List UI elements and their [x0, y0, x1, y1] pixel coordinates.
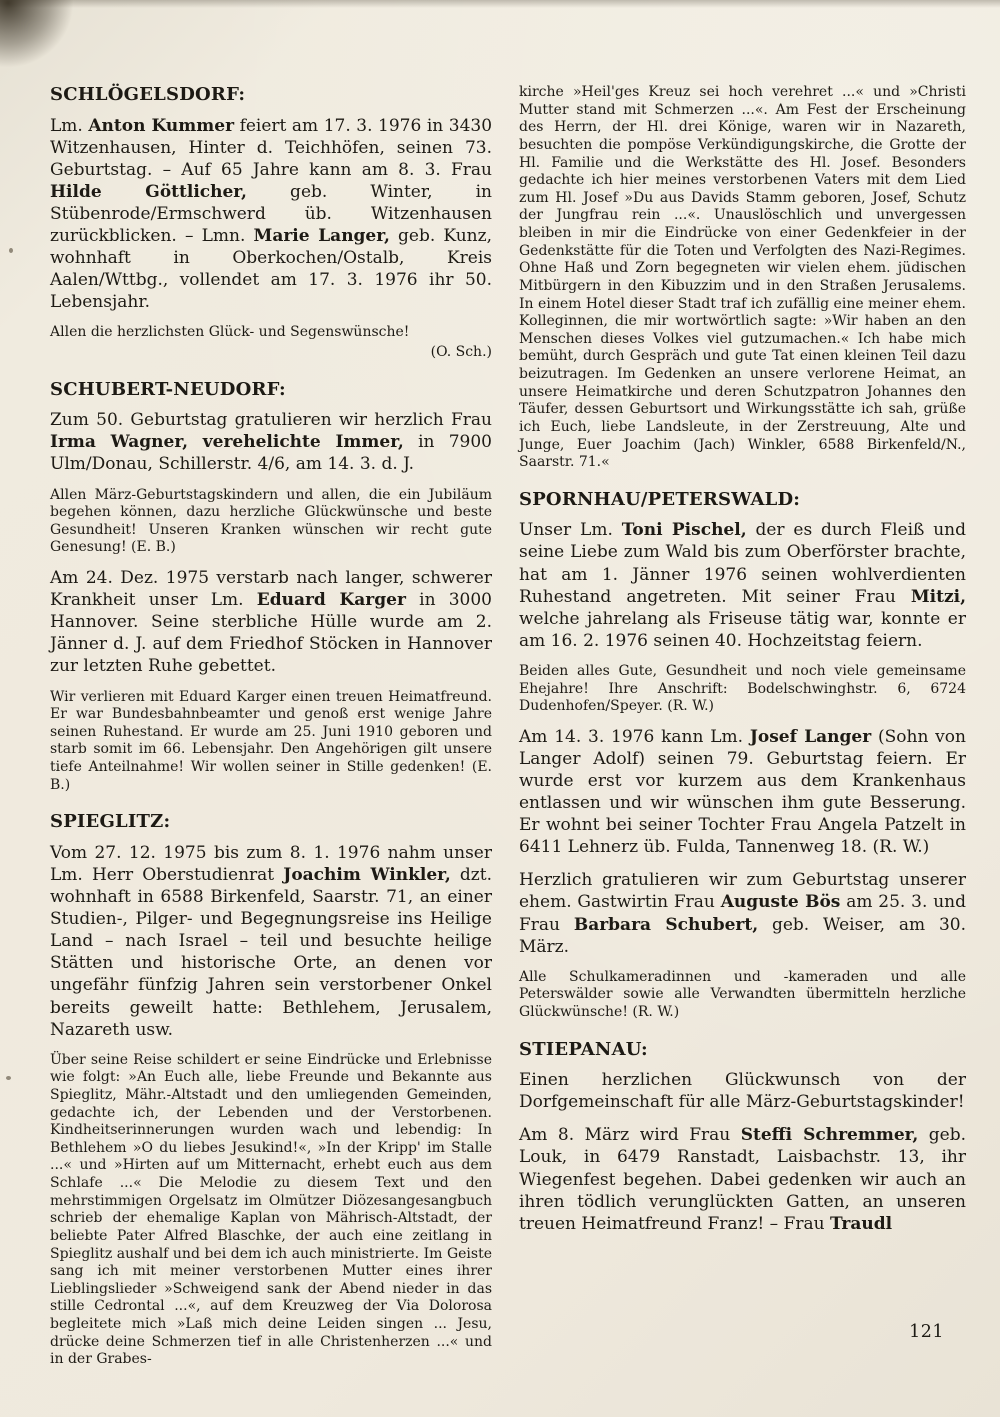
paragraph [519, 969, 966, 1022]
emphasized-name: Joachim Winkler, [283, 864, 451, 885]
section-heading: SPIEGLITZ: [50, 811, 171, 833]
emphasized-name: Mitzi, [910, 586, 966, 607]
text-run: Alle Schulkameradinnen und -kameraden und alle Peterswälder sowie alle Verwandten übermitteln herzliche Glückwünsche! (R. W.) [519, 968, 966, 1020]
section-heading: SCHUBERT-NEUDORF: [50, 378, 286, 400]
paragraph [50, 409, 492, 475]
text-run: (O. Sch.) [430, 344, 492, 361]
text-run: Beiden alles Gute, Gesundheit und noch viele gemeinsame Ehejahre! Ihre Anschrift: Bodelschwinghstr. 6, 6724 Dudenhofen/Speyer. (R. W.) [519, 662, 966, 715]
text-run: kirche »Heil'ges Kreuz sei hoch verehret ...« und »Christi Mutter stand mit Schmerzen ...«. Am Fest der Erscheinung des Herrn, der Hl. drei Könige, waren wir in Nazareth, besuchten die pompöse Verkündigungskirche, die Grotte der Hl. Familie und die Werkstätte des Hl. Josef. Besonders gedachte ich hier meines verstorbenen Vaters mit dem Lied zum Hl. Josef »Du aus Davids Stamm geboren, Josef, Schutz der Jungfrau rein ...«. Unauslöschlich und unvergessen bleiben in mir die Eindrücke von einer Gedenkfeier in der Gedenkstätte für die Toten und Verfolgten des Nazi-Regimes. Ohne Haß und Zorn begegneten wir vielen ehem. jüdischen Mitbürgern in den Kibuzzim und in den Straßen Jerusalems. In einem Hotel dieser Stadt traf ich zufällig eine meiner ehem. Kolleginnen, die mir wortwörtlich sagte: »Wir haben an den Menschen dieses Volkes viel gutzumachen.« Ich habe mich bemüht, durch Gespräch und gute Tat einen kleinen Teil dazu beizutragen. Im Gedenken an unsere verlorene Heimat, an unsere Heimatkirche und deren Schutzpatron Johannes den Täufer, dessen Geburtsort und Wirkungsstätte ich sah, grüße ich Euch, liebe Landsleute, in der Zerstreuung, Alte und Junge, Euer Joachim (Jach) Winkler, 6588 Birkenfeld/N., Saarstr. 71.« [519, 84, 966, 471]
text-run: dzt. wohnhaft in 6588 Birkenfeld, Saarstr. 71, an einer Studien-, Pilger- und Begegnungsreise ins Heilige Land – nach Israel – teil und besuchte heilige Stätten und historische Orte, an denen vor ungefähr fünfzig Jahren sein verstorbener Onkel bereits geweilt hatte: Bethlehem, Jerusalem, Nazareth usw. [50, 864, 492, 1040]
paragraph [519, 84, 966, 472]
paragraph [519, 663, 966, 716]
section-heading: SPORNHAU/PETERSWALD: [519, 488, 801, 510]
text-run: der es durch Fleiß und seine Liebe zum Wald bis zum Oberförster brachte, hat am 1. Jänner 1976 seinen wohlverdienten Ruhestand angetreten. Mit seiner Frau [519, 520, 966, 607]
text-run: geb. Weiser, am 30. März. [519, 914, 966, 957]
paragraph [519, 869, 966, 957]
text-run: Am 8. März wird Frau [519, 1125, 741, 1146]
text-run: Wir verlieren mit Eduard Karger einen treuen Heimatfreund. Er war Bundesbahnbeamter und genoß erst wenige Jahre seinen Ruhestand. Er wurde am 25. Juni 1910 geboren und starb somit im 66. Lebensjahr. Den Angehörigen gilt unsere tiefe Anteilnahme! Wir wollen seiner in Stille gedenken! (E. B.) [50, 688, 492, 793]
emphasized-name: Eduard Karger [256, 590, 406, 611]
text-run: Lm. [50, 115, 89, 136]
text-run: Allen März-Geburtstagskindern und allen, die ein Jubiläum begehen können, dazu herzliche Glückwünsche und beste Gesundheit! Unseren Kranken wünschen wir recht gute Genesung! (E. B.) [50, 486, 492, 556]
emphasized-name: Marie Langer, [253, 226, 390, 247]
text-run: Vom 27. 12. 1975 bis zum 8. 1. 1976 nahm unser Lm. Herr Oberstudienrat [50, 842, 492, 885]
emphasized-name: Barbara Schubert, [573, 914, 759, 935]
text-run: (Sohn von Langer Adolf) seinen 79. Geburtstag feiern. Er wurde erst vor kurzem aus dem Krankenhaus entlassen und wir wünschen ihm gute Besserung. Er wohnt bei seiner Tochter Frau Angela Patzelt in 6411 Lehnerz üb. Fulda, Tannenweg 18. (R. W.) [519, 726, 966, 858]
text-run: geb. Kunz, wohnhaft in Oberkochen/Ostalb, Kreis Aalen/Wttbg., vollendet am 17. 3. 1976 ihr 50. Lebensjahr. [50, 226, 492, 313]
emphasized-name: Josef Langer [749, 726, 872, 747]
text-run: welche jahrelang als Friseuse tätig war, konnte er am 16. 2. 1976 seinen 40. Hochzeitstag feiern. [519, 608, 966, 651]
text-run: feiert am 17. 3. 1976 in 3430 Witzenhausen, Hinter d. Teichhöfen, seinen 73. Geburtstag. – Auf 65 Jahre kann am 8. 3. Frau [50, 115, 493, 180]
paragraph [50, 842, 492, 1041]
text-run: Unser Lm. [519, 520, 622, 541]
text-run: Am 14. 3. 1976 kann Lm. [519, 726, 750, 747]
emphasized-name: Toni Pischel, [621, 520, 747, 541]
text-run: Herzlich gratulieren wir zum Geburtstag unserer ehem. Gastwirtin Frau [519, 870, 966, 913]
right-column [519, 84, 966, 1379]
paragraph [519, 726, 966, 859]
page-number: 121 [909, 1322, 944, 1342]
text-run: Über seine Reise schildert er seine Eindrücke und Erlebnisse wie folgt: »An Euch alle, liebe Freunde und Bekannte aus Spieglitz, Mähr.-Altstadt und den umliegenden Gemeinden, gedachte ich, der Lebenden und der Verstorbenen. Kindheitserinnerungen wurden wach und lebendig: In Bethlehem »O du liebes Jesukind!«, »In der Kripp' im Stalle ...« und »Hirten auf um Mitternacht, erhebt euch aus dem Schlafe ...« Die Melodie zu diesem Text und den mehrstimmigen Orgelsatz im Olmützer Diözesangesangbuch schrieb der ehemalige Kaplan von Mährisch-Altstadt, der beliebte Pater Alfred Blaschke, der auch eine zeitlang in Spieglitz aushalf und bei dem ich auch ministrierte. Im Geiste sang ich mit meiner verstorbenen Mutter eines ihrer Lieblingslieder »Schweigend sank der Abend nieder in das stille Cedrontal ...«, auf dem Kreuzweg der Via Dolorosa begleitete mich »Laß mich deine Leiden singen ... Jesu, drücke deine Schmerzen tief in alle Christenherzen ...« und in der Grabes- [50, 1051, 492, 1368]
emphasized-name: Steffi Schremmer, [740, 1125, 919, 1146]
emphasized-name: Traudl [829, 1213, 893, 1234]
paragraph [50, 344, 492, 362]
section-heading: SCHLÖGELSDORF: [50, 84, 246, 105]
paragraph [50, 324, 492, 342]
paragraph [50, 487, 492, 558]
text-run: Zum 50. Geburtstag gratulieren wir herzlich Frau [50, 410, 492, 431]
paragraph [50, 115, 492, 314]
section-heading: STIEPANAU: [519, 1038, 648, 1060]
text-run: geb. Winter, in Stübenrode/Ermschwerd üb. Witzenhausen zurückblicken. – Lmn. [50, 181, 492, 247]
text-run: Am 24. Dez. 1975 verstarb nach langer, schwerer Krankheit unser Lm. [50, 568, 492, 611]
text-run: Einen herzlichen Glückwunsch von der Dorfgemeinschaft für alle März-Geburtstagskinder! [519, 1070, 966, 1113]
emphasized-name: Anton Kummer [88, 115, 235, 136]
text-run: am 25. 3. und Frau [519, 892, 966, 935]
paragraph [519, 519, 966, 652]
paragraph [50, 1052, 492, 1369]
text-run: Allen die herzlichsten Glück- und Segenswünsche! [50, 324, 410, 341]
left-column [50, 84, 492, 1379]
paragraph [50, 567, 492, 677]
emphasized-name: Auguste Bös [720, 892, 841, 913]
emphasized-name: Hilde Göttlicher, [50, 181, 247, 202]
emphasized-name: Irma Wagner, verehelichte Immer, [50, 432, 404, 453]
paragraph [519, 1069, 966, 1113]
text-run: in 7900 Ulm/Donau, Schillerstr. 4/6, am 14. 3. d. J. [50, 432, 492, 475]
paragraph [50, 689, 492, 795]
paragraph [519, 1124, 966, 1234]
text-run: geb. Louk, in 6479 Ranstadt, Laisbachstr. 13, ihr Wiegenfest begehen. Dabei gedenken wir auch an ihren tödlich verunglückten Gatten, an unseren treuen Heimatfreund Franz! – Frau [519, 1125, 967, 1234]
text-run: in 3000 Hannover. Seine sterbliche Hülle wurde am 2. Jänner d. J. auf dem Friedhof Stöcken in Hannover zur letzten Ruhe gebettet. [50, 590, 492, 677]
